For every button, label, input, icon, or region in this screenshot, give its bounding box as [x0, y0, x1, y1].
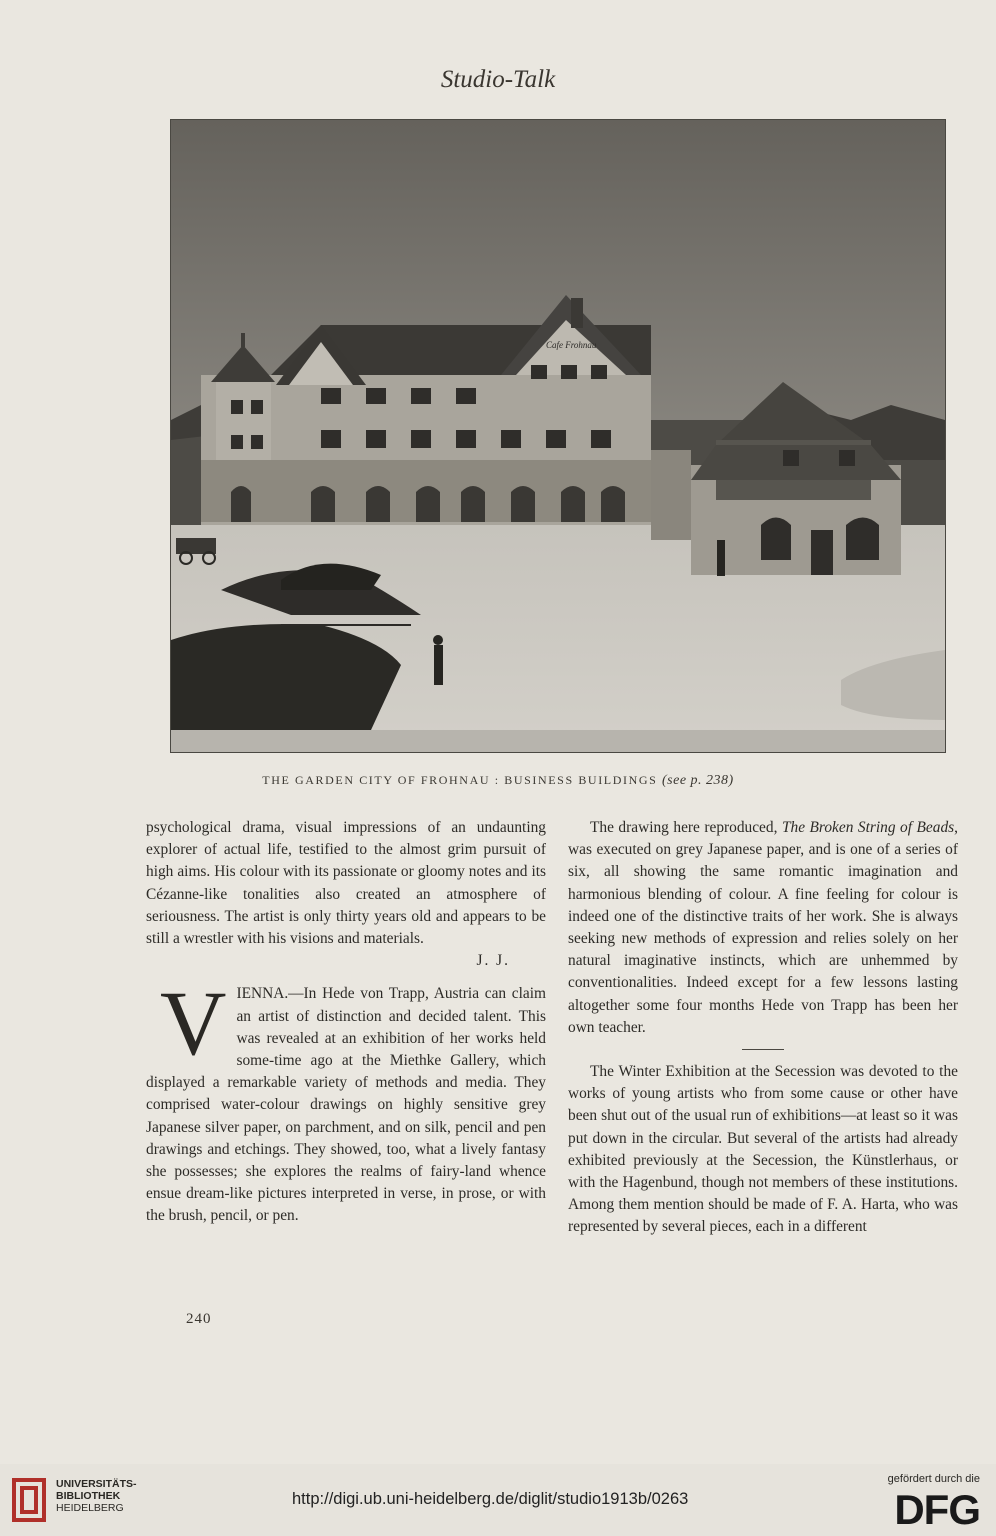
library-line-2: BIBLIOTHEK	[56, 1490, 121, 1502]
right-column	[568, 817, 958, 1239]
right-p1-rest: , was executed on grey Japanese paper, and is one of a series of six, all showing the same romantic imagination and harmonious blending of colour. A fine feeling for colour is indeed one of the distinctive traits of her work. She is always seeking new methods of expression and relies solely on her natural imaginative instincts, which are unhemmed by conventionalities. Indeed except for a few lessons lasting altogether some four months Hede von Trapp has been her own teacher.	[568, 819, 958, 1036]
signature: J. J.	[476, 952, 510, 970]
library-logo-icon	[10, 1474, 48, 1526]
running-head: Studio-Talk	[440, 66, 556, 93]
figure-caption	[0, 773, 996, 789]
right-paragraph-1	[568, 817, 958, 1039]
funded-by-label: gefördert durch die	[887, 1473, 980, 1485]
vienna-paragraph	[146, 972, 546, 1227]
left-column	[146, 817, 546, 1228]
caption-page-ref: (see p. 238)	[662, 773, 734, 788]
left-paragraph-1: psychological drama, visual impressions of an undaunting explorer of actual life, testified to the almost grim pursuit of high aims. His colour with its passionate or gloomy notes and its Cézanne-like tonalities also created an atmosphere of seriousness. The artist is only thirty years old and appears to be still a wrestler with his visions and materials.	[146, 819, 546, 948]
library-name	[56, 1478, 137, 1514]
garden-city-photo	[171, 120, 945, 752]
cafe-sign: Cafe Frohnau	[546, 340, 597, 350]
caption-main: THE GARDEN CITY OF FROHNAU : BUSINESS BUILDINGS	[262, 773, 658, 787]
vienna-text: IENNA.—In Hede von Trapp, Austria can claim an artist of distinction and decided talent. This was revealed at an exhibition of her works held some-time ago at the Miethke Gallery, which displayed a remarkable variety of methods and media. They comprised water-colour drawings on highly sensitive grey Japanese silver paper, on parchment, and on silk, pencil and pen drawings and etchings. They showed, too, what a lively fantasy she possesses; she explores the realms of fairy-land whence ensue dream-like pictures interpreted in verse, in prose, or with the brush, pencil, or pen.	[146, 985, 546, 1225]
section-rule	[742, 1049, 784, 1050]
photo-plate	[170, 119, 946, 753]
artwork-title: The Broken String of Beads	[781, 819, 955, 836]
library-line-1: UNIVERSITÄTS-	[56, 1478, 137, 1490]
source-url-link[interactable]: http://digi.ub.uni-heidelberg.de/diglit/studio1913b/0263	[292, 1490, 689, 1508]
library-line-3: HEIDELBERG	[56, 1502, 124, 1514]
right-p1-start: The drawing here reproduced,	[590, 819, 782, 836]
right-paragraph-2: The Winter Exhibition at the Secession was devoted to the works of young artists who from some cause or other have been shut out of the usual run of exhibitions—at least so it was put down in the circular. But several of the artists had already exhibited previously at the Secession, the Künstlerhaus, or with the Hagenbund, though not members of these institutions. Among them mention should be made of F. A. Harta, who was represented by several pieces, each in a different	[568, 1063, 958, 1236]
page-number: 240	[186, 1311, 212, 1327]
dfg-logo: DFG	[894, 1486, 980, 1533]
footer-bar	[0, 1464, 996, 1536]
drop-cap: V	[160, 972, 227, 1075]
